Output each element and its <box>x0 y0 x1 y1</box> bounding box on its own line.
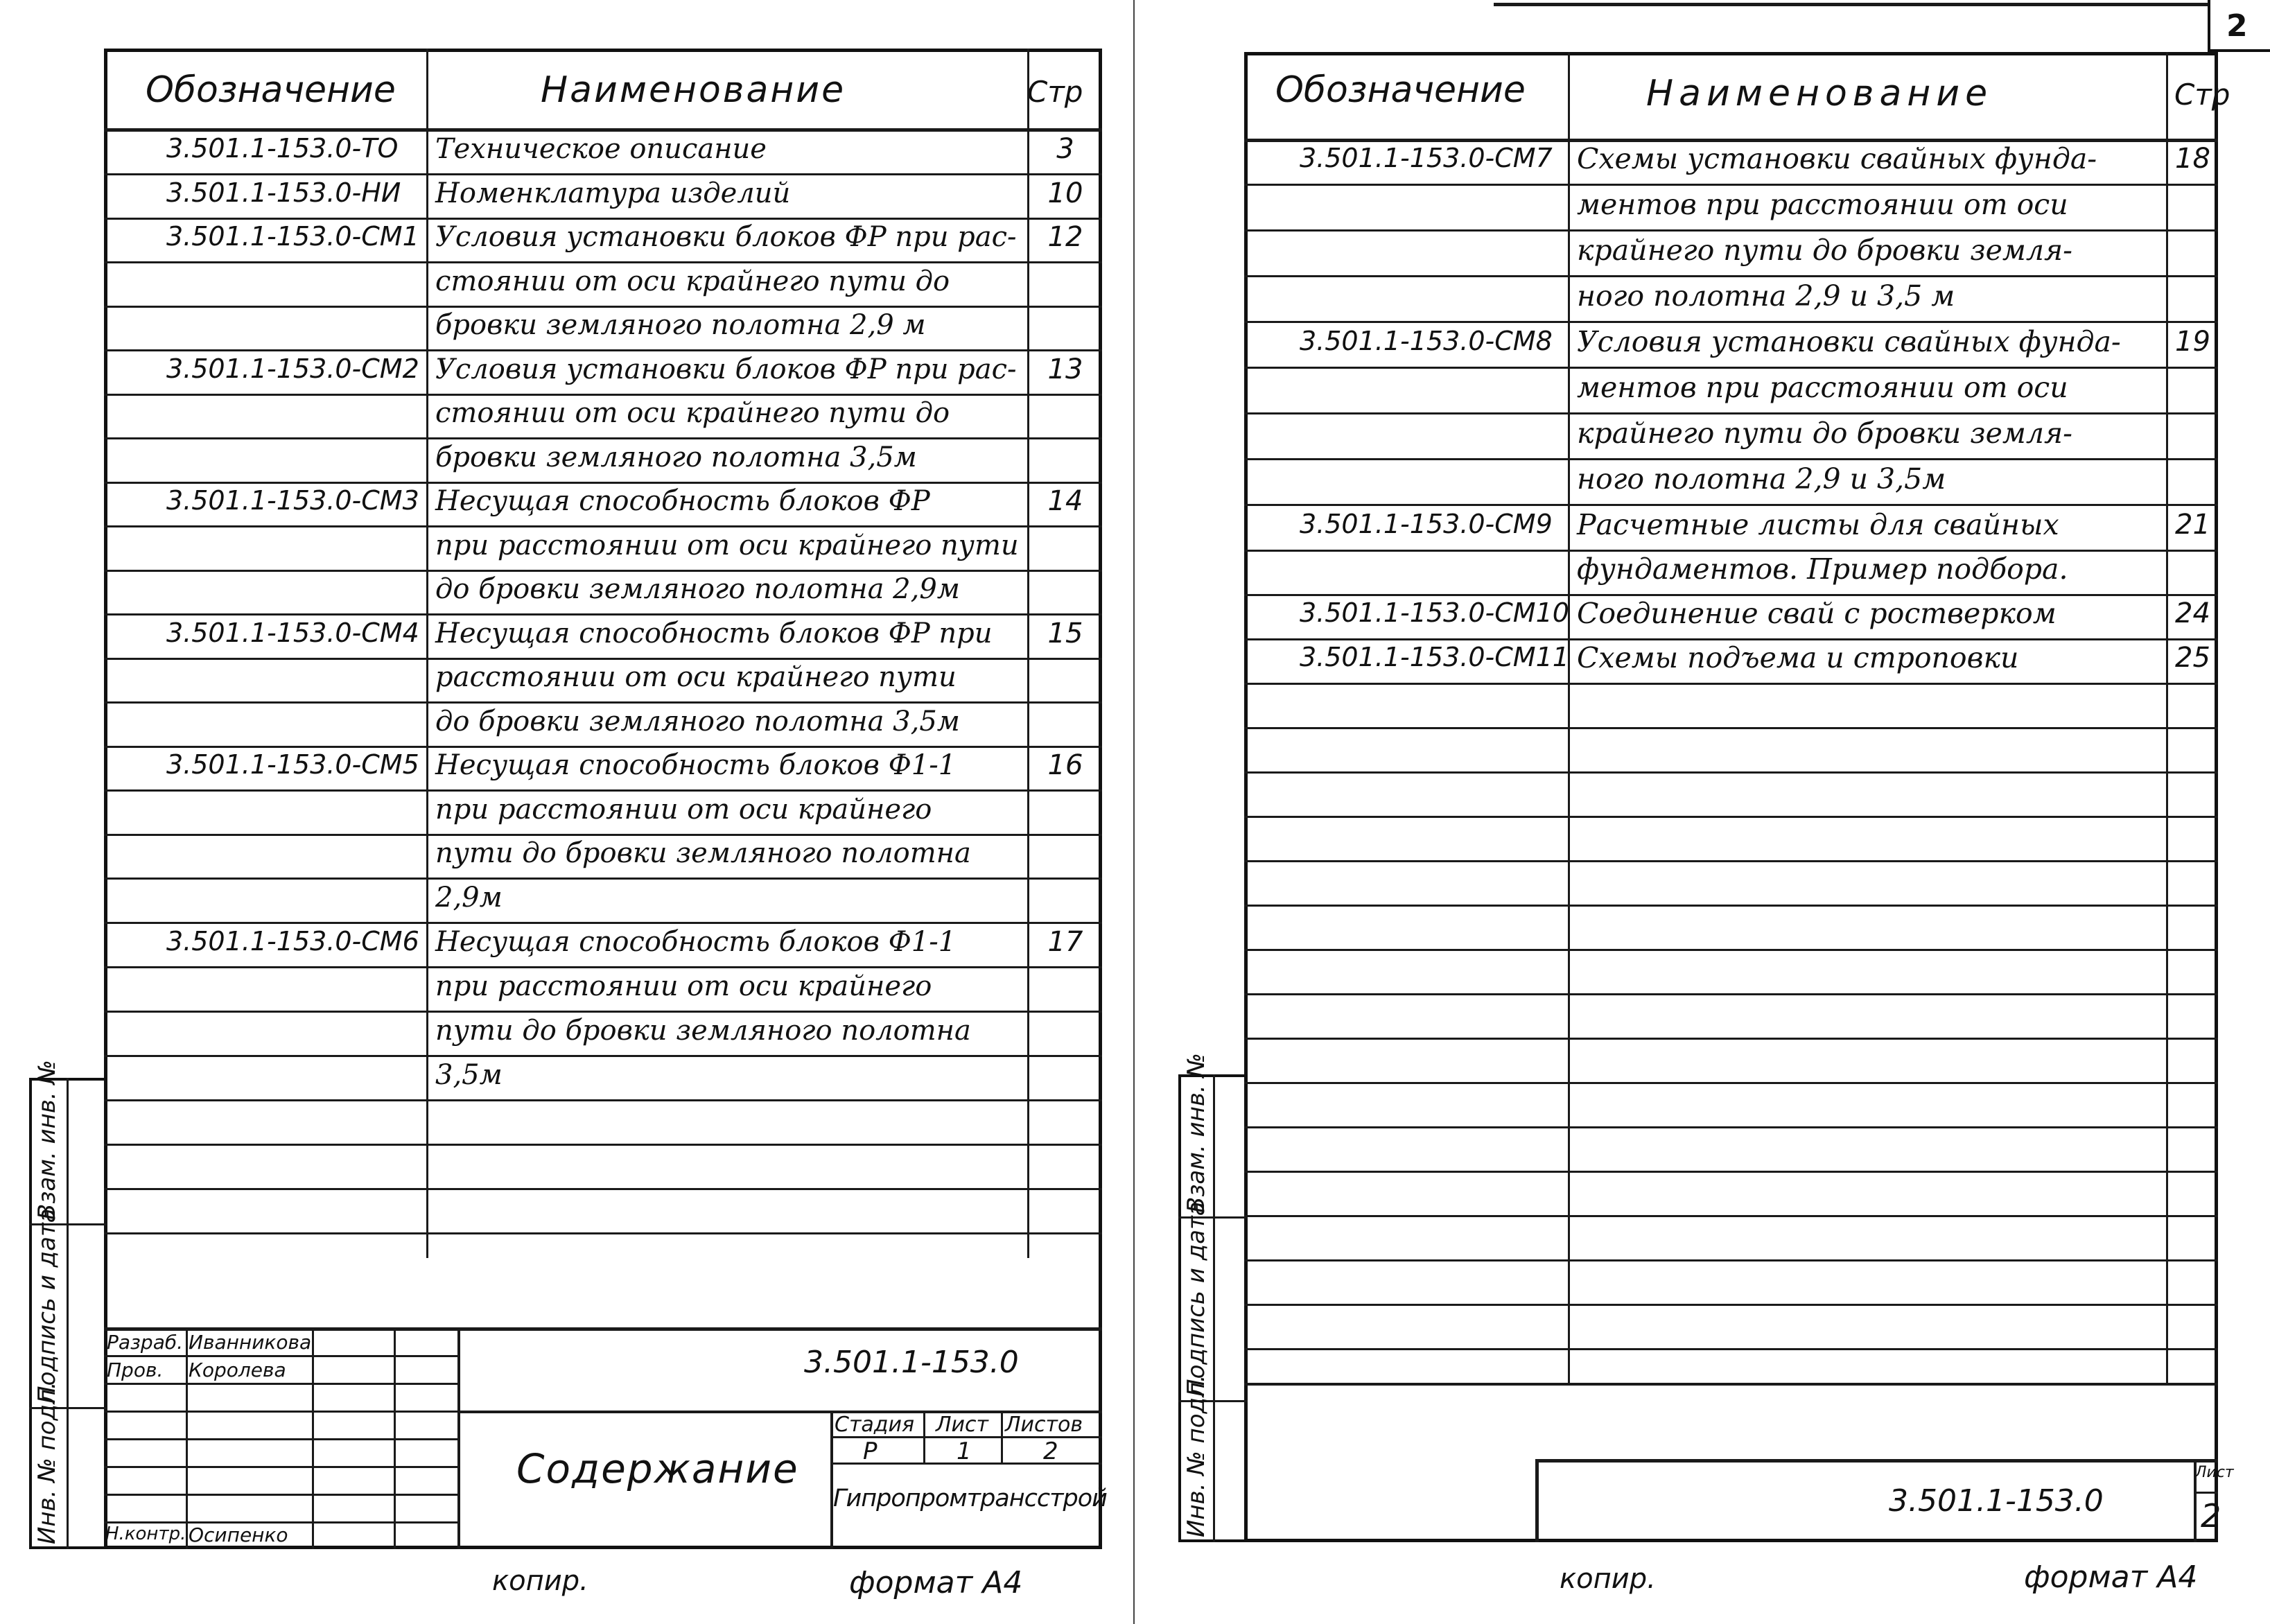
row-line <box>104 658 1102 660</box>
toc-row-text: при расстоянии от оси крайнего <box>435 970 932 1002</box>
right-header-page: Стр <box>2174 78 2230 112</box>
left-header-page: Стр <box>1027 75 1083 109</box>
left-side-label-3: Инв. № подл. <box>33 1381 61 1544</box>
row-line <box>1244 504 2218 506</box>
toc-row-text: ного полотна 2,9 и 3,5 м <box>1577 279 1955 313</box>
row-line <box>104 1099 1102 1101</box>
row-line <box>1244 993 2218 995</box>
row-line <box>104 878 1102 880</box>
row-line <box>104 1144 1102 1146</box>
stamp-role-3: Н.контр. <box>105 1523 186 1544</box>
row-line <box>104 1188 1102 1190</box>
toc-row-page: 17 <box>1047 925 1083 958</box>
left-side-label-1: Взам. инв. № <box>33 1060 61 1220</box>
row-line <box>104 482 1102 484</box>
row-line <box>104 173 1102 175</box>
toc-row-text: Несущая способность блоков ФР при <box>435 617 993 649</box>
toc-row-code: 3.501.1-153.0-СМ4 <box>166 617 419 648</box>
toc-row-text: ментов при расстоянии от оси <box>1577 371 2068 404</box>
row-line <box>1244 860 2218 862</box>
toc-row-code: 3.501.1-153.0-СМ2 <box>166 353 419 384</box>
toc-row-text: Условия установки блоков ФР при рас- <box>435 221 1017 253</box>
row-line <box>1244 1259 2218 1261</box>
toc-row-code: 3.501.1-153.0-СМ6 <box>166 925 419 957</box>
row-line <box>1244 458 2218 460</box>
right-footer-format: формат А4 <box>2024 1560 2198 1595</box>
left-sheet <box>0 0 1123 1624</box>
toc-row-text: до бровки земляного полотна 2,9м <box>435 573 960 605</box>
stamp-sheets-label: Листов <box>1005 1413 1083 1437</box>
stamp-sheet-label: Лист <box>936 1413 989 1437</box>
left-stamp-doc-code: 3.501.1-153.0 <box>804 1345 1019 1380</box>
toc-row-text: Схемы установки свайных фунда- <box>1577 142 2097 175</box>
toc-row-text: при расстоянии от оси крайнего <box>435 793 932 826</box>
toc-row-page: 16 <box>1047 749 1083 781</box>
toc-row-code: 3.501.1-153.0-ТО <box>166 133 399 164</box>
row-line <box>104 306 1102 308</box>
toc-row-page: 19 <box>2175 326 2210 358</box>
toc-row-page: 21 <box>2175 509 2210 541</box>
toc-row-text: ного полотна 2,9 и 3,5м <box>1577 462 1946 496</box>
toc-row-text: до бровки земляного полотна 3,5м <box>435 705 960 737</box>
row-line <box>1244 1304 2218 1306</box>
toc-row-page: 18 <box>2175 143 2210 175</box>
stamp-sheets-value: 2 <box>1043 1438 1058 1465</box>
right-footer-copy: копир. <box>1560 1563 1656 1595</box>
toc-row-page: 10 <box>1047 177 1083 209</box>
row-line <box>104 525 1102 527</box>
row-line <box>1244 275 2218 277</box>
toc-row-text: Расчетные листы для свайных <box>1577 508 2059 541</box>
toc-row-code: 3.501.1-153.0-СМ9 <box>1300 509 1553 539</box>
toc-row-text: при расстоянии от оси крайнего пути <box>435 529 1019 561</box>
stamp-organization: Гипропромтрансстрой <box>833 1485 1107 1512</box>
row-line <box>104 437 1102 439</box>
row-line <box>1244 1215 2218 1217</box>
toc-row-text: стоянии от оси крайнего пути до <box>435 265 950 297</box>
left-header-designation: Обозначение <box>146 69 396 111</box>
toc-row-page: 14 <box>1047 485 1083 517</box>
toc-row-text: бровки земляного полотна 3,5м <box>435 441 917 473</box>
stamp-role-1: Разраб. <box>107 1331 184 1354</box>
row-line <box>1244 727 2218 729</box>
right-stamp-doc-code: 3.501.1-153.0 <box>1889 1483 2104 1519</box>
stamp-stage-value: Р <box>863 1438 878 1465</box>
toc-row-text: Несущая способность блоков ФР <box>435 485 930 517</box>
right-stamp-sheet-value: 2 <box>2201 1497 2221 1535</box>
toc-row-page: 25 <box>2175 642 2210 674</box>
toc-row-text: пути до бровки земляного полотна <box>435 837 971 869</box>
row-line <box>104 789 1102 792</box>
toc-row-code: 3.501.1-153.0-СМ3 <box>166 485 419 516</box>
left-stamp-title: Содержание <box>516 1445 799 1492</box>
left-header-name: Наименование <box>541 69 846 111</box>
row-line <box>1244 1038 2218 1040</box>
right-header-name: Наименование <box>1646 73 1993 114</box>
toc-row-text: расстоянии от оси крайнего пути <box>435 661 957 693</box>
row-line <box>1244 1171 2218 1173</box>
sheet-divider <box>1133 0 1135 1624</box>
stamp-name-3: Осипенко <box>189 1523 288 1546</box>
row-line <box>104 1011 1102 1013</box>
row-line <box>1244 321 2218 323</box>
row-line <box>1244 412 2218 414</box>
toc-row-text: Условия установки свайных фунда- <box>1577 325 2121 358</box>
row-line <box>1244 1126 2218 1128</box>
row-line <box>104 613 1102 615</box>
row-line <box>104 746 1102 748</box>
left-footer-copy: копир. <box>492 1565 588 1597</box>
toc-row-text: Несущая способность блоков Ф1-1 <box>435 925 957 958</box>
toc-row-code: 3.501.1-153.0-СМ8 <box>1300 326 1553 356</box>
row-line <box>1244 638 2218 640</box>
row-line <box>1244 550 2218 552</box>
toc-row-text: 3,5м <box>435 1058 503 1091</box>
right-sheet <box>1137 0 2270 1624</box>
row-line <box>1244 949 2218 951</box>
row-line <box>104 1055 1102 1057</box>
right-stamp-sheet-label: Лист <box>2195 1464 2234 1481</box>
toc-row-text: фундаментов. Пример подбора. <box>1577 552 2068 586</box>
toc-row-text: Соединение свай с ростверком <box>1577 597 2057 630</box>
toc-row-code: 3.501.1-153.0-НИ <box>166 177 401 208</box>
toc-row-text: 2,9м <box>435 881 503 914</box>
row-line <box>104 394 1102 396</box>
row-line <box>1244 229 2218 232</box>
row-line <box>1244 1082 2218 1084</box>
row-line <box>104 966 1102 968</box>
row-line <box>1244 367 2218 369</box>
stamp-name-1: Иванникова <box>189 1331 312 1354</box>
right-corner-sheet-number: 2 <box>2226 8 2248 44</box>
toc-row-code: 3.501.1-153.0-СМ1 <box>166 221 419 252</box>
toc-row-text: бровки земляного полотна 2,9 м <box>435 309 926 341</box>
toc-row-text: Схемы подъема и строповки <box>1577 641 2019 674</box>
toc-row-text: Несущая способность блоков Ф1-1 <box>435 749 957 781</box>
toc-row-text: ментов при расстоянии от оси <box>1577 188 2068 221</box>
toc-row-text: Техническое описание <box>435 133 767 165</box>
stamp-role-2: Пров. <box>107 1359 164 1381</box>
row-line <box>104 349 1102 351</box>
right-header-designation: Обозначение <box>1275 69 1526 111</box>
row-line <box>1244 1348 2218 1350</box>
stamp-sheet-value: 1 <box>957 1438 972 1465</box>
row-line <box>1244 184 2218 186</box>
stamp-stage-label: Стадия <box>835 1413 915 1437</box>
row-line <box>104 834 1102 836</box>
row-line <box>1244 905 2218 907</box>
toc-row-code: 3.501.1-153.0-СМ11 <box>1300 642 1569 672</box>
row-line <box>104 218 1102 220</box>
row-line <box>104 261 1102 263</box>
row-line <box>1244 683 2218 685</box>
toc-row-page: 24 <box>2175 597 2210 629</box>
toc-row-text: Условия установки блоков ФР при рас- <box>435 353 1017 385</box>
toc-row-code: 3.501.1-153.0-СМ10 <box>1300 597 1569 628</box>
row-line <box>1244 816 2218 818</box>
row-line <box>104 1232 1102 1234</box>
toc-row-text: Номенклатура изделий <box>435 177 791 209</box>
toc-row-page: 3 <box>1056 133 1074 165</box>
toc-row-text: стоянии от оси крайнего пути до <box>435 397 950 429</box>
row-line <box>104 570 1102 572</box>
toc-row-page: 15 <box>1047 617 1083 649</box>
right-side-label-2: Подпись и дата <box>1182 1201 1210 1397</box>
toc-row-code: 3.501.1-153.0-СМ7 <box>1300 143 1553 173</box>
toc-row-page: 13 <box>1047 353 1083 385</box>
right-side-label-1: Взам. инв. № <box>1182 1053 1210 1213</box>
toc-row-page: 12 <box>1047 221 1083 253</box>
toc-row-text: крайнего пути до бровки земля- <box>1577 417 2072 450</box>
toc-row-code: 3.501.1-153.0-СМ5 <box>166 749 419 780</box>
stamp-name-2: Королева <box>189 1359 286 1381</box>
row-line <box>104 701 1102 704</box>
toc-row-text: крайнего пути до бровки земля- <box>1577 234 2072 267</box>
row-line <box>1244 771 2218 774</box>
row-line <box>104 922 1102 924</box>
row-line <box>1244 594 2218 596</box>
left-side-label-2: Подпись и дата <box>33 1208 61 1404</box>
right-side-label-3: Инв. № подл. <box>1182 1374 1210 1537</box>
left-footer-format: формат А4 <box>849 1565 1023 1600</box>
toc-row-text: пути до бровки земляного полотна <box>435 1014 971 1047</box>
